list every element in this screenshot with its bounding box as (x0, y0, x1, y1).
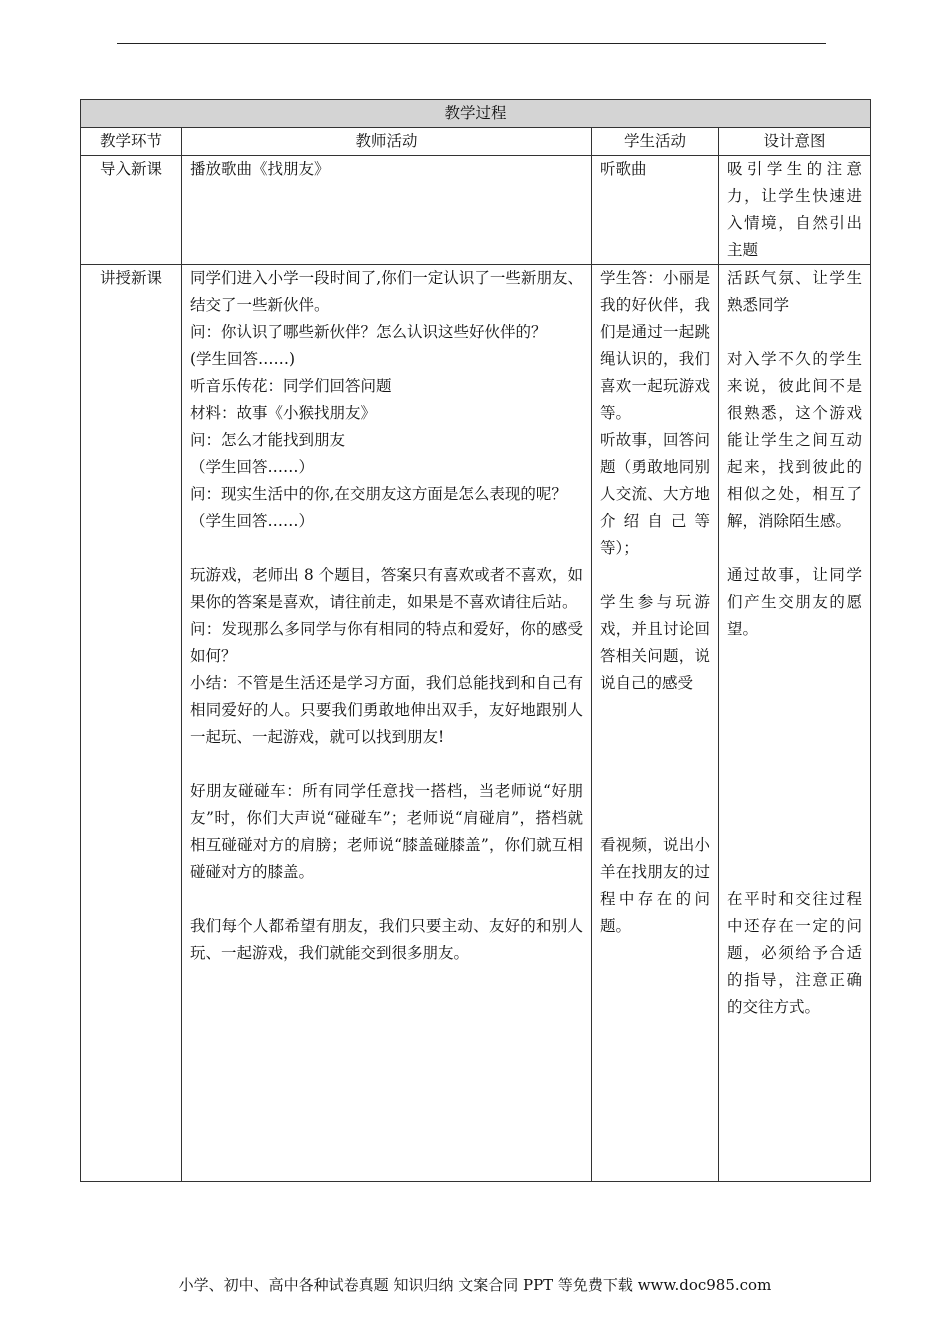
teacher-paragraph: 小结：不管是生活还是学习方面，我们总能找到和自己有相同爱好的人。只要我们勇敢地伸出双手，友好地跟别人一起玩、一起游戏，就可以找到朋友! (190, 674, 583, 746)
teacher-paragraph: （学生回答……） (190, 458, 315, 476)
stage-cell: 导入新课 (81, 156, 182, 265)
column-header-teacher: 教师活动 (182, 128, 592, 156)
design-intent-cell (719, 265, 871, 1182)
spacer (727, 724, 862, 751)
teacher-paragraph: 材料：故事《小猴找朋友》 (190, 404, 377, 422)
footer-text: 小学、初中、高中各种试卷真题 知识归纳 文案合同 PPT 等免费下载 www.doc985.com (178, 1276, 772, 1294)
student-paragraph: 看视频，说出小羊在找朋友的过程中存在的问题。 (600, 836, 710, 935)
spacer (600, 562, 710, 589)
spacer (727, 778, 862, 805)
column-header-stage: 教学环节 (81, 128, 182, 156)
teacher-paragraph: 问：怎么才能找到朋友 (190, 431, 346, 449)
intent-paragraph: 在平时和交往过程中还存在一定的问题，必须给予合适的指导，注意正确的交往方式。 (727, 890, 863, 1016)
spacer (727, 697, 862, 724)
intent-paragraph: 活跃气氛、让学生熟悉同学 (727, 269, 863, 314)
column-header-intent: 设计意图 (719, 128, 871, 156)
spacer (190, 886, 583, 913)
spacer (600, 751, 710, 778)
teacher-activity-cell (182, 265, 592, 1182)
spacer (727, 832, 862, 859)
teacher-paragraph: 问：你认识了哪些新伙伴？怎么认识这些好伙伴的？ (190, 323, 547, 341)
header-rule (117, 43, 826, 44)
spacer (190, 535, 583, 562)
spacer (600, 697, 710, 724)
spacer (600, 724, 710, 751)
teaching-process-table (80, 99, 871, 1182)
teacher-paragraph: 我们每个人都希望有朋友，我们只要主动、友好的和别人玩、一起游戏，我们就能交到很多朋友。 (190, 917, 583, 962)
spacer (600, 778, 710, 805)
teacher-paragraph: 问：发现那么多同学与你有相同的特点和爱好，你的感受如何？ (190, 620, 583, 665)
student-paragraph: 学生答：小丽是我的好伙伴，我们是通过一起跳绳认识的，我们喜欢一起玩游戏等。 (600, 269, 710, 422)
teacher-paragraph: (学生回答……) (190, 350, 296, 368)
teacher-activity-cell (182, 156, 592, 265)
spacer (727, 859, 862, 886)
teacher-paragraph: 同学们进入小学一段时间了,你们一定认识了一些新朋友、结交了一些新伙伴。 (190, 269, 583, 314)
spacer (727, 319, 862, 346)
table-title: 教学过程 (81, 100, 871, 128)
spacer (727, 805, 862, 832)
student-paragraph: 听歌曲 (600, 160, 647, 178)
table-row (81, 156, 871, 265)
column-header-student: 学生活动 (592, 128, 719, 156)
table-row (81, 265, 871, 1182)
student-paragraph: 听故事，回答问题（勇敢地同别人交流、大方地介绍自己等等）； (600, 431, 710, 557)
teacher-paragraph: 玩游戏，老师出 8 个题目，答案只有喜欢或者不喜欢，如果你的答案是喜欢，请往前走，如果是不喜欢请往后站。 (190, 566, 583, 611)
spacer (600, 805, 710, 832)
student-activity-cell (592, 265, 719, 1182)
teacher-paragraph: （学生回答……） (190, 512, 315, 530)
intent-paragraph: 对入学不久的学生来说，彼此间不是很熟悉，这个游戏能让学生之间互动起来，找到彼此的相似之处，相互了解，消除陌生感。 (727, 350, 863, 530)
teacher-paragraph: 听音乐传花：同学们回答问题 (190, 377, 392, 395)
spacer (727, 643, 862, 670)
stage-cell: 讲授新课 (81, 265, 182, 1182)
teacher-paragraph: 好朋友碰碰车：所有同学任意找一搭档，当老师说“好朋友”时，你们大声说“碰碰车”；老师说“肩碰肩”，搭档就相互碰碰对方的肩膀；老师说“膝盖碰膝盖”，你们就互相碰碰对方的膝盖。 (190, 782, 583, 881)
spacer (727, 535, 862, 562)
intent-paragraph: 通过故事，让同学们产生交朋友的愿望。 (727, 566, 863, 638)
design-intent-cell (719, 156, 871, 265)
teacher-paragraph: 问：现实生活中的你,在交朋友这方面是怎么表现的呢？ (190, 485, 567, 503)
spacer (727, 751, 862, 778)
intent-paragraph: 吸引学生的注意力，让学生快速进入情境，自然引出主题 (727, 160, 863, 259)
teacher-paragraph: 播放歌曲《找朋友》 (190, 160, 330, 178)
student-activity-cell (592, 156, 719, 265)
spacer (190, 751, 583, 778)
spacer (727, 670, 862, 697)
student-paragraph: 学生参与玩游戏，并且讨论回答相关问题，说说自己的感受 (600, 593, 710, 692)
